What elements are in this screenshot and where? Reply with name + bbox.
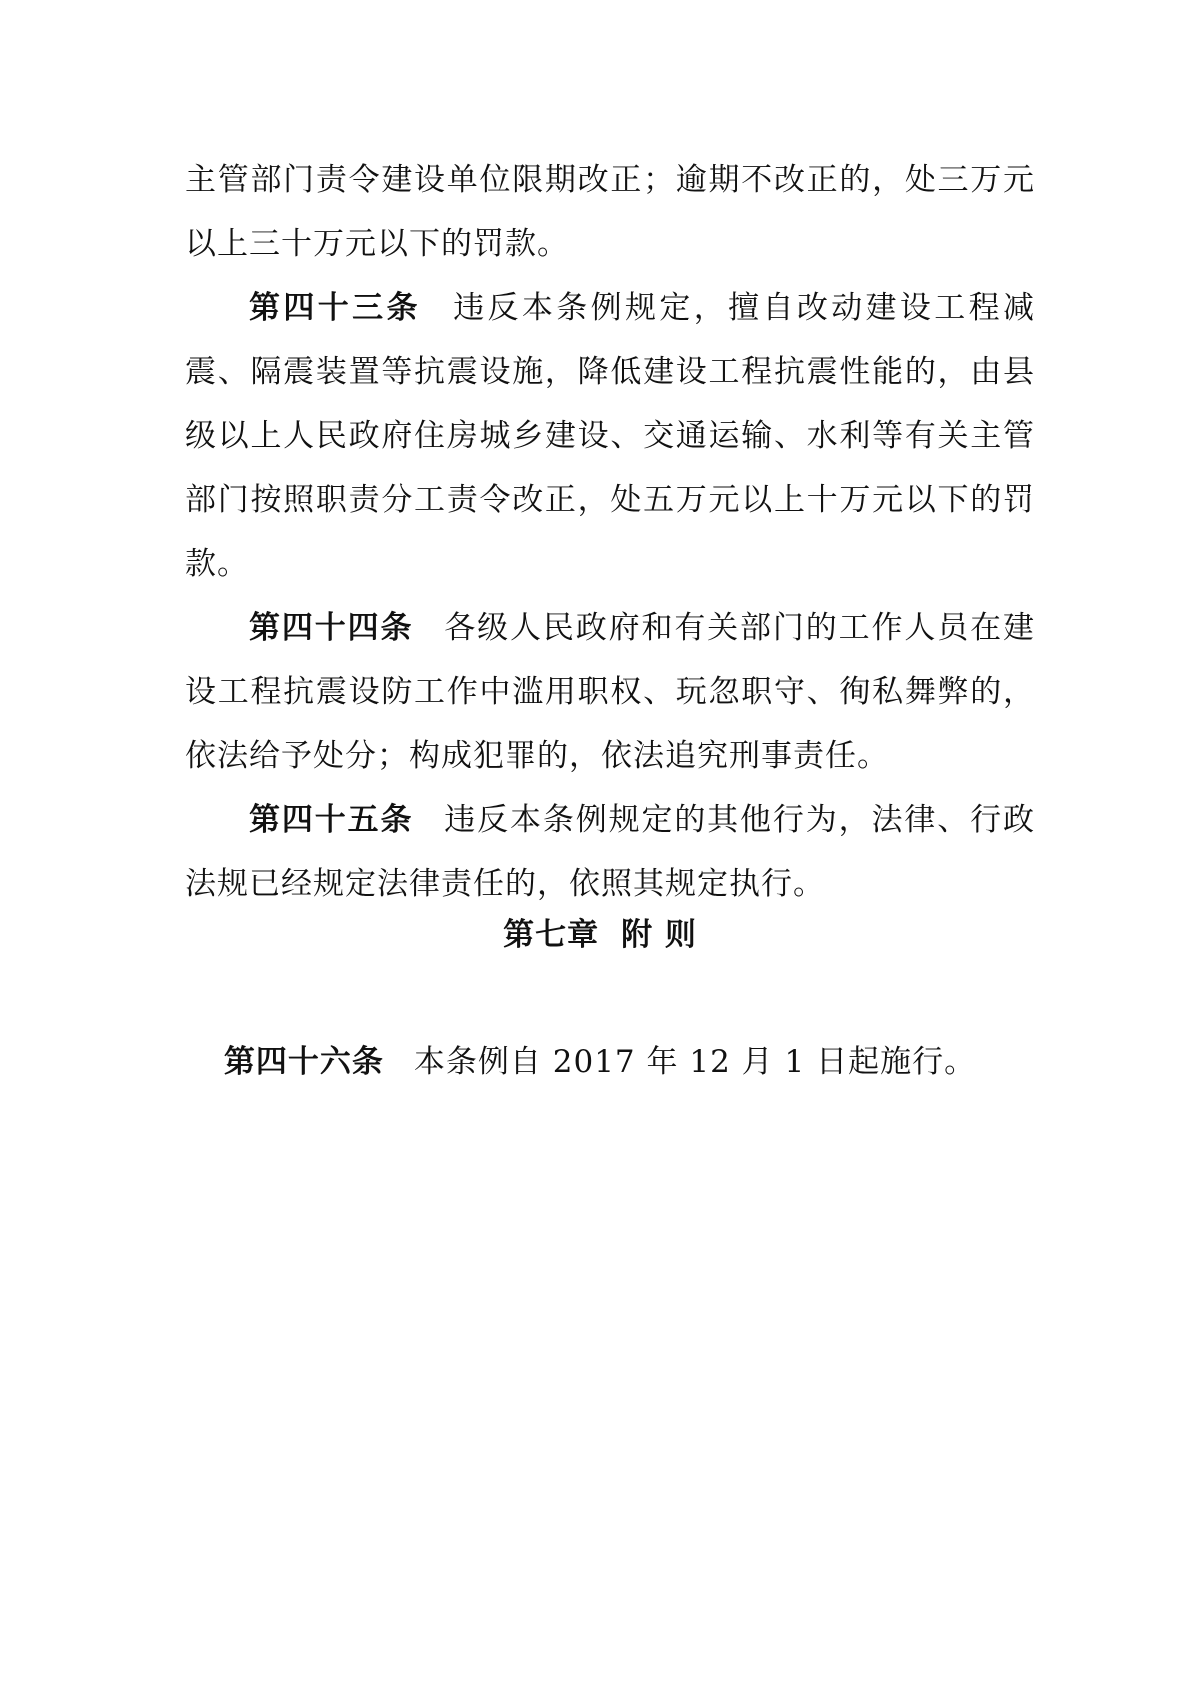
continuation-paragraph: 主管部门责令建设单位限期改正；逾期不改正的，处三万元以上三十万元以下的罚款。 xyxy=(185,162,1035,262)
article-text: 各级人民政府和有关部门的工作人员在建设工程抗震设防工作中滥用职权、玩忽职守、徇私舞弊的，依法给予处分；构成犯罪的，依法追究刑事责任。 xyxy=(185,610,1036,774)
article-number: 第四十三条 xyxy=(249,290,421,326)
article-paragraph xyxy=(185,788,1035,916)
final-article xyxy=(0,1030,1200,1094)
chapter-number: 第七章 xyxy=(503,917,600,953)
chapter-heading xyxy=(0,903,1200,967)
chapter-title: 附 则 xyxy=(621,917,697,953)
article-text: 本条例自 2017 年 12 月 1 日起施行。 xyxy=(413,1044,977,1080)
article-text: 违反本条例规定的其他行为，法律、行政法规已经规定法律责任的，依照其规定执行。 xyxy=(185,802,1036,902)
article-number: 第四十六条 xyxy=(223,1044,384,1080)
article-number: 第四十五条 xyxy=(249,802,414,838)
article-text: 违反本条例规定，擅自改动建设工程减震、隔震装置等抗震设施，降低建设工程抗震性能的，由县级以上人民政府住房城乡建设、交通运输、水利等有关主管部门按照职责分工责令改正，处五万元以上十万元以下的罚款。 xyxy=(185,290,1036,582)
article-paragraph xyxy=(185,596,1035,788)
document-body xyxy=(185,148,1035,916)
article-number: 第四十四条 xyxy=(249,610,414,646)
article-paragraph xyxy=(185,276,1035,596)
